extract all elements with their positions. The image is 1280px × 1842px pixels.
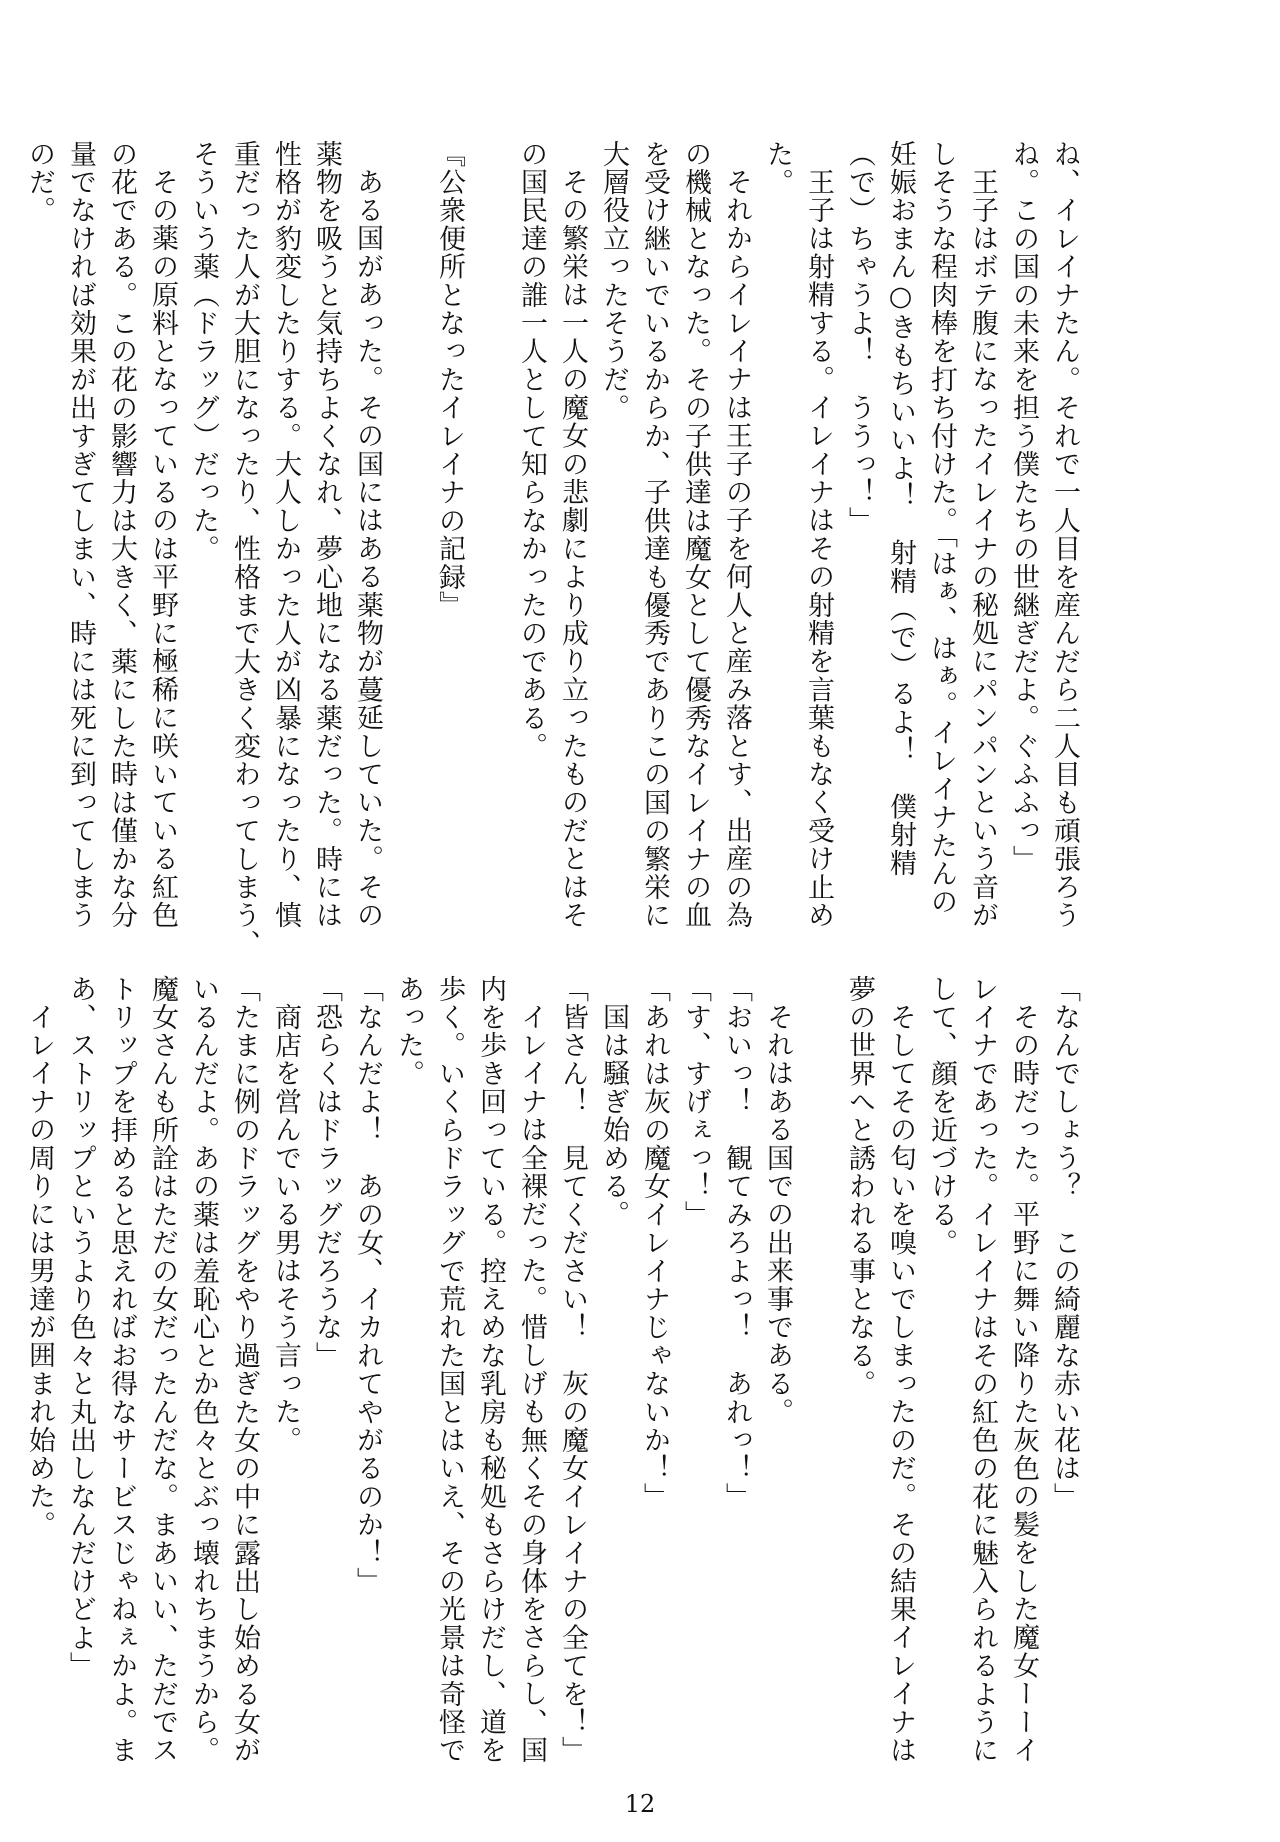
text-line: の国民達の誰一人として知らなかったのである。 bbox=[516, 140, 547, 761]
text-line: を受け継いでいるからか、子供達も優秀でありこの国の繁栄に bbox=[639, 140, 670, 930]
text-line: 妊娠おまん○きもちいいよ！ 射精（で）るよ！ 僕射精 bbox=[885, 140, 916, 878]
text-line bbox=[798, 975, 839, 1690]
text-line: トリップを拝めると思えればお得なサービスじゃねぇかよ。ま bbox=[106, 975, 137, 1765]
text-line: のだ。 bbox=[24, 140, 55, 225]
text-line: 大層役立ったそうだ。 bbox=[598, 140, 629, 422]
text-line: 歩く。いくらドラッグで荒れた国とはいえ、その光景は奇怪で bbox=[434, 975, 465, 1765]
text-line: 量でなければ効果が出すぎてしまい、時には死に到ってしまう bbox=[65, 140, 96, 930]
text-line: 王子はボテ腹になったイレイナの秘処にパンパンという音が bbox=[967, 168, 998, 930]
text-line: 『公衆便所となったイレイナの記録』 bbox=[434, 140, 465, 620]
text-line: いるんだよ。あの薬は羞恥心とか色々とぶっ壊れちまうから。 bbox=[188, 975, 219, 1765]
text-line: 夢の世界へと誘われる事となる。 bbox=[844, 975, 875, 1398]
text-line: ある国があった。その国にはある薬物が蔓延していた。その bbox=[352, 168, 383, 930]
text-line: ね、イレイナたん。それで一人目を産んだら二人目も頑張ろう bbox=[1049, 140, 1080, 930]
text-line: 性格が豹変したりする。大人しかった人が凶暴になったり、慎 bbox=[270, 140, 301, 930]
text-line: イレイナの周りには男達が囲まれ始めた。 bbox=[24, 1003, 55, 1539]
text-line: の花である。この花の影響力は大きく、薬にした時は僅かな分 bbox=[106, 140, 137, 930]
text-line: して、顔を近づける。 bbox=[926, 975, 957, 1257]
page-number: 12 bbox=[624, 1790, 656, 1818]
text-line: （で）ちゃうよ！ ううっ！」 bbox=[844, 140, 875, 535]
text-line: 商店を営んでいる男はそう言った。 bbox=[270, 1003, 301, 1455]
text-line: 「たまに例のドラッグをやり過ぎた女の中に露出し始める女が bbox=[229, 975, 260, 1765]
text-line: 「なんでしょう？ この綺麗な赤い花は」 bbox=[1049, 975, 1080, 1511]
text-line: 「す、すげぇっ！」 bbox=[680, 975, 711, 1229]
text-line: 王子は射精する。イレイナはその射精を言葉もなく受け止め bbox=[803, 168, 834, 930]
text-line: 「おいっ！ 観てみろよっ！ あれっ！」 bbox=[721, 975, 752, 1511]
text-line: その時だった。平野に舞い降りた灰色の髪をした魔女ーーイ bbox=[1008, 1003, 1039, 1765]
text-line: 「あれは灰の魔女イレイナじゃないか！」 bbox=[639, 975, 670, 1511]
text-line: 薬物を吸うと気持ちよくなれ、夢心地になる薬だった。時には bbox=[311, 140, 342, 930]
text-line: それはある国での出来事である。 bbox=[762, 1003, 793, 1426]
text-line: ね。この国の未来を担う僕たちの世継ぎだよ。ぐふふっ」 bbox=[1008, 140, 1039, 874]
text-line: そういう薬（ドラッグ）だった。 bbox=[188, 140, 219, 563]
text-line: 内を歩き回っている。控えめな乳房も秘処もさらけだし、道を bbox=[475, 975, 506, 1765]
text-line: 「なんだよ！ あの女、イカれてやがるのか！」 bbox=[352, 975, 383, 1596]
text-line: た。 bbox=[762, 140, 793, 197]
text-line bbox=[470, 140, 511, 940]
text-line: しそうな程肉棒を打ち付けた。「はぁ、はぁ。イレイナたんの bbox=[926, 140, 957, 917]
text-line: あ、ストリップというより色々と丸出しなんだけどよ」 bbox=[65, 975, 96, 1680]
text-line bbox=[388, 140, 429, 940]
text-line: レイナであった。イレイナはその紅色の花に魅入られるように bbox=[967, 975, 998, 1765]
text-line: あった。 bbox=[393, 975, 424, 1088]
text-line: 魔女さんも所詮はただの女だったんだな。まあいい、ただでス bbox=[147, 975, 178, 1765]
text-line: そしてその匂いを嗅いでしまったのだ。その結果イレイナは bbox=[885, 1003, 916, 1765]
text-line: その薬の原料となっているのは平野に極稀に咲いている紅色 bbox=[147, 168, 178, 930]
text-line: 「皆さん！ 見てください！ 灰の魔女イレイナの全てを！」 bbox=[557, 975, 588, 1765]
text-line: 重だった人が大胆になったり、性格まで大きく変わってしまう、 bbox=[229, 140, 260, 958]
text-line: それからイレイナは王子の子を何人と産み落とす、出産の為 bbox=[721, 168, 752, 930]
text-block-top bbox=[24, 140, 1085, 958]
text-line: 「恐らくはドラッグだろうな」 bbox=[311, 975, 342, 1370]
text-line: イレイナは全裸だった。惜しげも無くその身体をさらし、国 bbox=[516, 1003, 547, 1765]
text-line: その繁栄は一人の魔女の悲劇により成り立ったものだとはそ bbox=[557, 168, 588, 930]
text-line: の機械となった。その子供達は魔女として優秀なイレイナの血 bbox=[680, 140, 711, 930]
text-line: 国は騒ぎ始める。 bbox=[598, 1003, 629, 1229]
text-block-bottom bbox=[24, 975, 1085, 1765]
